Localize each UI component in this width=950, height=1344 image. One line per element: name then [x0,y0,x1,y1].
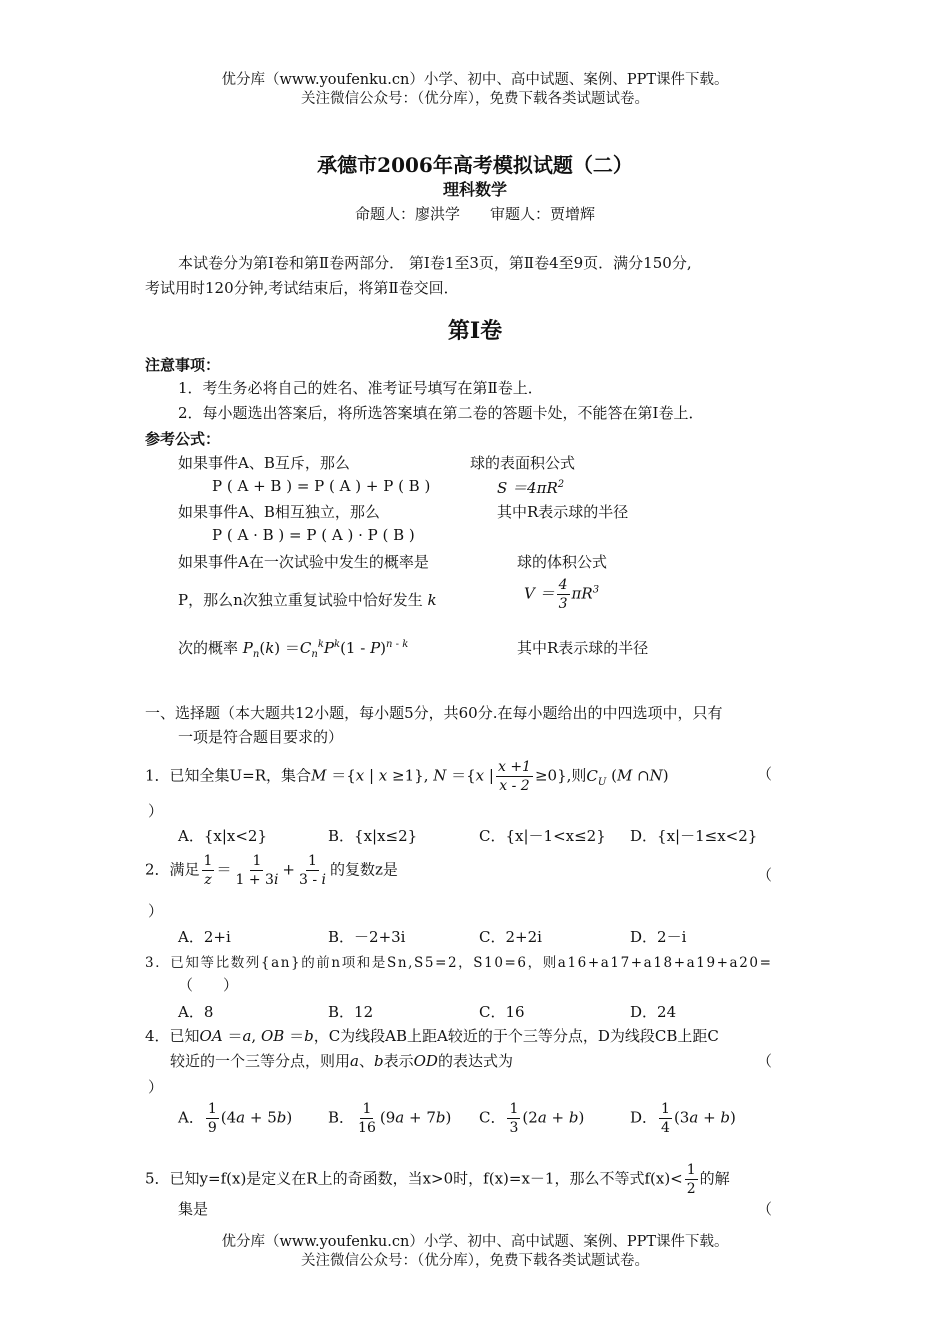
question-1-option-d: D．{x|－1≤x<2} [630,827,758,845]
footer-line-1: 优分库（www.youfenku.cn）小学、初中、高中试题、案例、PPT课件下载。 [221,1234,729,1250]
formula-right-3: 球的体积公式 [517,553,608,571]
authors-line: 命题人：廖洪学 审题人：贾增辉 [354,205,595,223]
volume-title: 第Ⅰ卷 [447,318,503,344]
formula-right-4: 其中R表示球的半径 [517,639,649,657]
question-5-line-2: 集是 [178,1200,209,1218]
formula-right-2: 其中R表示球的半径 [497,503,629,521]
question-2-stem: 2．满足 $\frac{1}{z}$ ＝ $\frac{1}{1 + 3i}$ + $\frac{1}{3 - i}$ 的复数z是 [145,853,398,888]
question-2-option-c: C．2+2i [479,928,542,946]
formula-left-6: P，那么n次独立重复试验中恰好发生 k [178,591,437,609]
question-4-option-a: A． $\frac{1}{9}$ (4a + 5b) [178,1101,293,1136]
question-2-paren-open: （ [757,866,773,884]
formula-right-1: 球的表面积公式 [470,454,576,472]
intro-line-2: 考试用时120分钟,考试结束后，将第Ⅱ卷交回． [145,279,459,297]
page-subtitle: 理科数学 [442,180,507,199]
question-3-paren: （ ） [178,976,239,994]
page-title: 承德市2006年高考模拟试题（二） [317,153,633,177]
question-3-stem: 3．已知等比数列{an}的前n项和是Sn,S5=2，S10=6，则a16+a17+a18+a19+a20= [145,955,773,971]
question-2-paren-close: ） [148,902,164,920]
question-1-paren-open: （ [757,765,773,783]
formula-left-7: 次的概率 $P_n(k) =C_n^kP^k(1 - P)^{n - k}$ [178,639,409,660]
note-item-1: 1．考生务必将自己的姓名、准考证号填写在第Ⅱ卷上． [178,379,543,397]
section1-line-1: 一、选择题（本大题共12小题，每小题5分，共60分.在每小题给出的中四选项中，只有 [145,704,723,722]
question-1-option-a: A．{x|x<2} [178,827,268,845]
question-4-paren-open: （ [757,1052,773,1070]
question-4-option-c: C． $\frac{1}{3}$ (2a + b) [479,1101,585,1136]
formula-left-1: 如果事件A、B互斥，那么 [178,454,350,472]
question-4-paren-close: ） [148,1078,164,1096]
footer-line-2: 关注微信公众号：（优分库），免费下载各类试题试卷。 [301,1253,649,1269]
question-2-option-b: B．－2+3i [328,928,406,946]
formula-left-5: 如果事件A在一次试验中发生的概率是 [178,553,429,571]
notes-heading: 注意事项： [145,356,221,374]
section1-line-2: 一项是符合题目要求的） [178,728,344,746]
question-2-option-d: D．2－i [630,928,687,946]
question-5-paren-open: （ [757,1200,773,1218]
question-1-option-c: C．{x|－1<x≤2} [479,827,606,845]
question-4-option-d: D． $\frac{1}{4}$ (3a + b) [630,1101,736,1136]
question-5-stem: 5．已知y=f(x)是定义在R上的奇函数，当x>0时，f(x)=x－1，那么不等式f(x)< $\frac{1}{2}$ 的解 [145,1162,730,1197]
formula-left-4: P ( A · B ) = P ( A ) · P ( B ) [212,526,415,544]
question-2-option-a: A．2+i [178,928,231,946]
sphere-volume-formula: V ＝ $\frac{4}{3}$ $\pi R^3$ [524,577,600,612]
header-line-2: 关注微信公众号：（优分库），免费下载各类试题试卷。 [301,91,649,107]
question-4-option-b: B． $\frac{1}{16}$ (9a + 7b) [328,1101,452,1136]
question-4-line-2: 较近的一个三等分点，则用a、b表示OD的表达式为 [170,1052,513,1070]
question-4-stem: 4．已知OA ＝a, OB ＝b，C为线段AB上距A较近的于个三等分点，D为线段CB上距C [145,1027,719,1045]
question-3-option-a: A．8 [178,1003,214,1021]
note-item-2: 2．每小题选出答案后，将所选答案填在第二卷的答题卡处，不能答在第Ⅰ卷上． [178,404,704,422]
question-3-option-c: C．16 [479,1003,525,1021]
sphere-area-formula: $S =4\pi R^2$ [497,479,565,497]
question-1-paren-close: ） [148,802,164,820]
formula-left-2: P ( A + B ) = P ( A ) + P ( B ) [212,477,431,495]
question-1-stem: 1．已知全集U=R，集合M ＝{x | x ≥1}, N ＝{x | $\frac{x +1}{x - 2}$ ≥0},则$C_U$ (M ∩N) [145,759,669,794]
formulas-heading: 参考公式： [145,430,221,448]
formula-left-3: 如果事件A、B相互独立，那么 [178,503,380,521]
intro-line-1: 本试卷分为第Ⅰ卷和第Ⅱ卷两部分． 第Ⅰ卷1至3页，第Ⅱ卷4至9页．满分150分, [178,254,692,272]
question-1-option-b: B．{x|x≤2} [328,827,418,845]
header-line-1: 优分库（www.youfenku.cn）小学、初中、高中试题、案例、PPT课件下载。 [221,72,729,88]
question-3-option-b: B．12 [328,1003,374,1021]
question-3-option-d: D．24 [630,1003,677,1021]
